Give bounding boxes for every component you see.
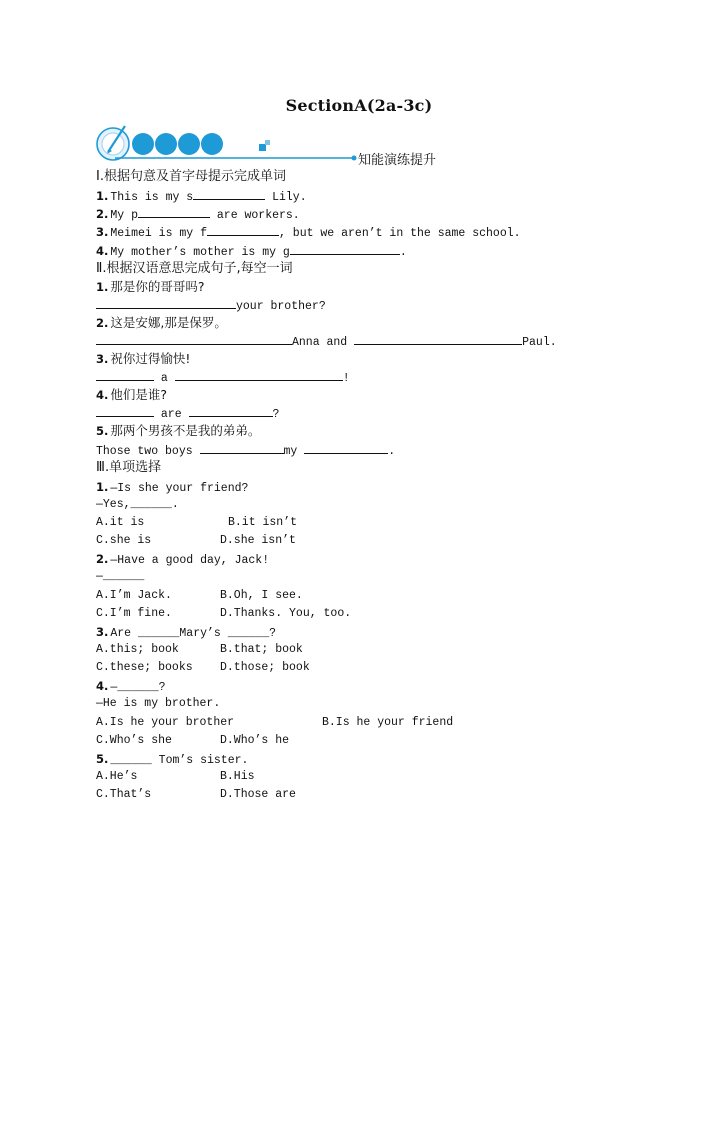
mc-question-1: 1. —Is she your friend? bbox=[96, 480, 249, 495]
mc-question-2: 2. —Have a good day, Jack! bbox=[96, 552, 270, 567]
option-a[interactable]: A.it is bbox=[96, 516, 145, 529]
answer-blank[interactable] bbox=[175, 368, 343, 381]
answer-blank[interactable] bbox=[96, 332, 292, 345]
option-d[interactable]: D.those; book bbox=[220, 661, 310, 674]
option-a[interactable]: A.Is he your brother bbox=[96, 716, 235, 729]
translate-answer-3: a ! bbox=[96, 368, 350, 386]
answer-blank[interactable] bbox=[96, 368, 154, 381]
option-d[interactable]: D.Thanks. You, too. bbox=[220, 607, 352, 620]
answer-blank[interactable] bbox=[189, 404, 273, 417]
option-b[interactable]: B.Is he your friend bbox=[322, 716, 454, 729]
translate-prompt-2: 2. 这是安娜,那是保罗。 bbox=[96, 315, 227, 330]
option-c[interactable]: C.That’s bbox=[96, 788, 152, 801]
translate-prompt-4: 4. 他们是谁? bbox=[96, 387, 168, 402]
answer-blank[interactable] bbox=[200, 441, 284, 454]
fill-item-1: 1. This is my s Lily. bbox=[96, 189, 307, 204]
section-2-heading: Ⅱ.根据汉语意思完成句子,每空一词 bbox=[96, 261, 293, 276]
fill-item-3: 3. Meimei is my f , but we aren’t in the same school. bbox=[96, 225, 521, 240]
option-a[interactable]: A.I’m Jack. bbox=[96, 589, 172, 602]
option-d[interactable]: D.Who’s he bbox=[220, 734, 290, 747]
fill-item-2: 2. My p are workers. bbox=[96, 207, 300, 222]
translate-answer-4: are ? bbox=[96, 404, 279, 422]
mc-question-4: 4. —______? bbox=[96, 679, 166, 694]
mc-question-5: 5. ______ Tom’s sister. bbox=[96, 752, 249, 767]
mc-question-3: 3. Are ______Mary’s ______? bbox=[96, 625, 277, 640]
answer-blank[interactable] bbox=[304, 441, 388, 454]
answer-blank[interactable] bbox=[207, 223, 279, 236]
banner-rule-dot bbox=[352, 156, 357, 161]
answer-blank[interactable] bbox=[354, 332, 522, 345]
translate-prompt-5: 5. 那两个男孩不是我的弟弟。 bbox=[96, 423, 261, 438]
section-1-heading: Ⅰ.根据句意及首字母提示完成单词 bbox=[96, 169, 286, 184]
option-d[interactable]: D.she isn’t bbox=[220, 534, 296, 547]
dots-decoration bbox=[132, 133, 223, 155]
option-b[interactable]: B.that; book bbox=[220, 643, 303, 656]
section-3-heading: Ⅲ.单项选择 bbox=[96, 460, 162, 475]
option-a[interactable]: A.He’s bbox=[96, 770, 138, 783]
translate-prompt-3: 3. 祝你过得愉快! bbox=[96, 351, 191, 366]
answer-blank[interactable] bbox=[290, 242, 400, 255]
option-c[interactable]: C.she is bbox=[96, 534, 152, 547]
option-b[interactable]: B.it isn’t bbox=[228, 516, 298, 529]
option-d[interactable]: D.Those are bbox=[220, 788, 296, 801]
option-c[interactable]: C.these; books bbox=[96, 661, 193, 674]
pen-logo-icon bbox=[97, 126, 129, 160]
translate-answer-5: Those two boys my . bbox=[96, 441, 395, 459]
answer-blank[interactable] bbox=[193, 187, 265, 200]
squares-decoration bbox=[259, 140, 270, 151]
option-c[interactable]: C.Who’s she bbox=[96, 734, 172, 747]
fill-item-4: 4. My mother’s mother is my g . bbox=[96, 244, 407, 259]
answer-blank[interactable] bbox=[96, 296, 236, 309]
translate-answer-2: Anna and Paul. bbox=[96, 332, 557, 350]
mc-answer-line-4: —He is my brother. bbox=[96, 697, 221, 710]
translate-prompt-1: 1. 那是你的哥哥吗? bbox=[96, 279, 205, 294]
option-b[interactable]: B.His bbox=[220, 770, 255, 783]
option-a[interactable]: A.this; book bbox=[96, 643, 179, 656]
answer-blank[interactable] bbox=[138, 205, 210, 218]
banner-label: 知能演练提升 bbox=[358, 153, 437, 168]
option-c[interactable]: C.I’m fine. bbox=[96, 607, 172, 620]
translate-answer-1: your brother? bbox=[96, 296, 326, 314]
answer-blank[interactable] bbox=[96, 404, 154, 417]
mc-answer-line-1: —Yes,______. bbox=[96, 498, 179, 511]
mc-answer-line-2: —______ bbox=[96, 570, 145, 583]
page-title: SectionA(2a-3c) bbox=[285, 96, 433, 115]
option-b[interactable]: B.Oh, I see. bbox=[220, 589, 303, 602]
